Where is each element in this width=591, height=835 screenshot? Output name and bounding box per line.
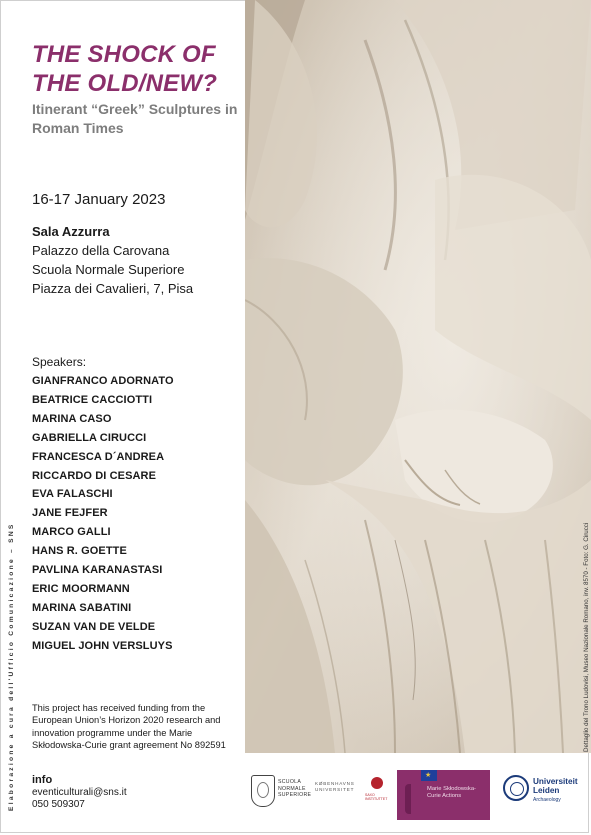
copenhagen-logo-text: KØBENHAVNS UNIVERSITET [315,781,355,792]
speaker-name: SUZAN VAN DE VELDE [32,620,156,633]
funding-statement: This project has received funding from the European Union’s Horizon 2020 research and innovation programme under the Marie Skłodowska-Curie grant agreement No 892591 [32,703,226,751]
speakers-label: Speakers: [32,355,87,369]
sculpture-photo [245,0,591,753]
leiden-logo-name: Universiteit Leiden [533,777,578,795]
venue-block [32,222,193,298]
leiden-logo-subtext: Archaeology [533,797,561,803]
side-credit-text: Elaborazione a cura dell'Ufficio Comunicazione – SNS [8,522,15,811]
venue-line: Piazza dei Cavalieri, 7, Pisa [32,281,194,296]
poster-title: THE SHOCK OF THE OLD/NEW? [32,41,218,97]
photo-credit: Dettaglio del Trono Ludovisi, Museo Nazionale Romano, inv. 8570 - Foto: G. Cirucci [583,522,590,752]
sns-logo [251,773,311,813]
leiden-logo [503,775,591,815]
info-phone: 050 509307 [32,799,85,811]
info-heading: info [32,774,53,786]
copenhagen-logo-subtext: SAXO INSTITUTTET [365,793,388,801]
logo-bar [245,753,591,835]
sns-logo-text: SCUOLA NORMALE SUPERIORE [278,779,312,798]
speaker-name: FRANCESCA D´ANDREA [32,450,165,463]
venue-line: Palazzo della Carovana [32,243,170,258]
msca-logo-text: Marie Skłodowska-Curie Actions [427,786,476,800]
event-date: 16-17 January 2023 [32,191,166,208]
speaker-name: EVA FALASCHI [32,488,113,501]
info-block [32,774,127,812]
text-panel [0,0,245,835]
info-email-link[interactable]: eventiculturali@sns.it [32,786,127,798]
speaker-name: HANS R. GOETTE [32,545,127,558]
leiden-seal-icon [503,775,529,801]
speaker-name: RICCARDO DI CESARE [32,469,157,482]
sns-crest-icon [251,775,275,807]
speaker-name: GABRIELLA CIRUCCI [32,431,147,444]
msca-logo [397,770,490,820]
speaker-name: PAVLINA KARANASTASI [32,564,163,577]
speaker-name: BEATRICE CACCIOTTI [32,393,153,406]
venue-name: Sala Azzurra [32,224,110,239]
eu-flag-icon [421,770,437,781]
speaker-name: JANE FEJFER [32,507,108,520]
copenhagen-logo [315,775,388,815]
speaker-name: MARCO GALLI [32,526,111,539]
speaker-name: MARINA CASO [32,412,112,425]
speaker-name: MIGUEL JOHN VERSLUYS [32,639,173,652]
speaker-name: GIANFRANCO ADORNATO [32,375,174,387]
speakers-list [32,355,174,656]
venue-line: Scuola Normale Superiore [32,262,185,277]
speaker-name: ERIC MOORMANN [32,582,130,595]
sculpture-image [245,0,591,753]
copenhagen-seal-icon [371,777,383,789]
speaker-name: MARINA SABATINI [32,601,132,614]
poster-subtitle: Itinerant “Greek” Sculptures in Roman Times [32,101,238,136]
